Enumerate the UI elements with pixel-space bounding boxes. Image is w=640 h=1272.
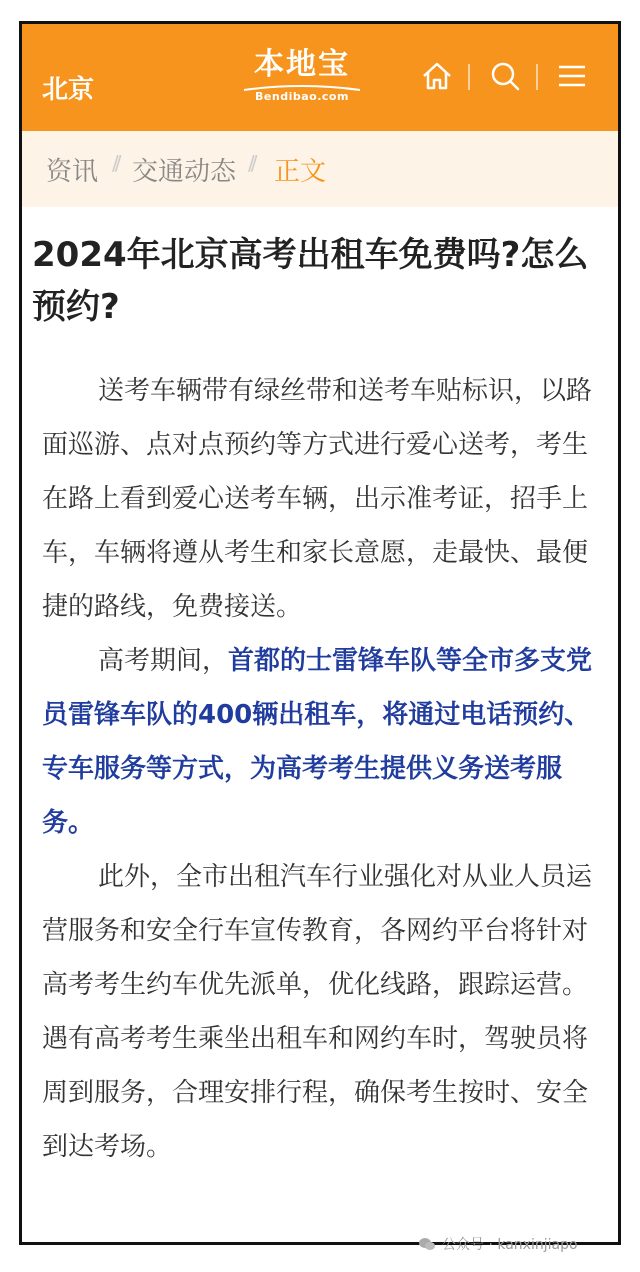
search-icon[interactable] <box>488 59 522 93</box>
paragraph-2-lead: 高考期间， <box>98 646 229 676</box>
breadcrumb-separator: // <box>112 151 118 175</box>
logo-subtext: Bendibao.com <box>255 90 349 103</box>
site-header <box>22 24 618 131</box>
header-divider <box>536 64 538 90</box>
paragraph-2 <box>42 634 612 850</box>
wechat-icon <box>418 1237 436 1251</box>
site-logo[interactable] <box>232 46 372 116</box>
watermark-text: 公众号 · kanxinjiapo <box>442 1237 578 1253</box>
breadcrumb-item-current: 正文 <box>274 157 327 187</box>
logo-text: 本地宝 <box>254 47 350 82</box>
paragraph-1: 送考车辆带有绿丝带和送考车贴标识，以路面巡游、点对点预约等方式进行爱心送考，考生在路上看到爱心送考车辆，出示准考证，招手上车，车辆将遵从考生和家长意愿，走最快、最便捷的路线，免费接送。 <box>42 376 593 622</box>
breadcrumb-item-traffic[interactable]: 交通动态 <box>132 157 237 187</box>
menu-icon[interactable] <box>555 59 589 93</box>
city-selector[interactable]: 北京 <box>42 75 95 105</box>
watermark <box>418 1234 578 1254</box>
screenshot-frame <box>19 21 621 1245</box>
article-title: 2024年北京高考出租车免费吗?怎么预约? <box>32 235 589 327</box>
breadcrumb <box>22 131 618 207</box>
paragraph-3: 此外，全市出租汽车行业强化对从业人员运营服务和安全行车宣传教育，各网约平台将针对高考考生约车优先派单，优化线路，跟踪运营。遇有高考考生乘坐出租车和网约车时，驾驶员将周到服务，合理安排行程，确保考生按时、安全到达考场。 <box>42 862 593 1162</box>
header-divider <box>468 64 470 90</box>
paragraph-2-highlight: 首都的士雷锋车队等全市多支党员雷锋车队的400辆出租车，将通过电话预约、专车服务等方式，为高考考生提供义务送考服务。 <box>42 646 593 838</box>
home-icon[interactable] <box>420 59 454 93</box>
breadcrumb-item-news[interactable]: 资讯 <box>46 157 99 187</box>
article-body <box>42 364 612 1174</box>
breadcrumb-separator: // <box>248 151 254 175</box>
